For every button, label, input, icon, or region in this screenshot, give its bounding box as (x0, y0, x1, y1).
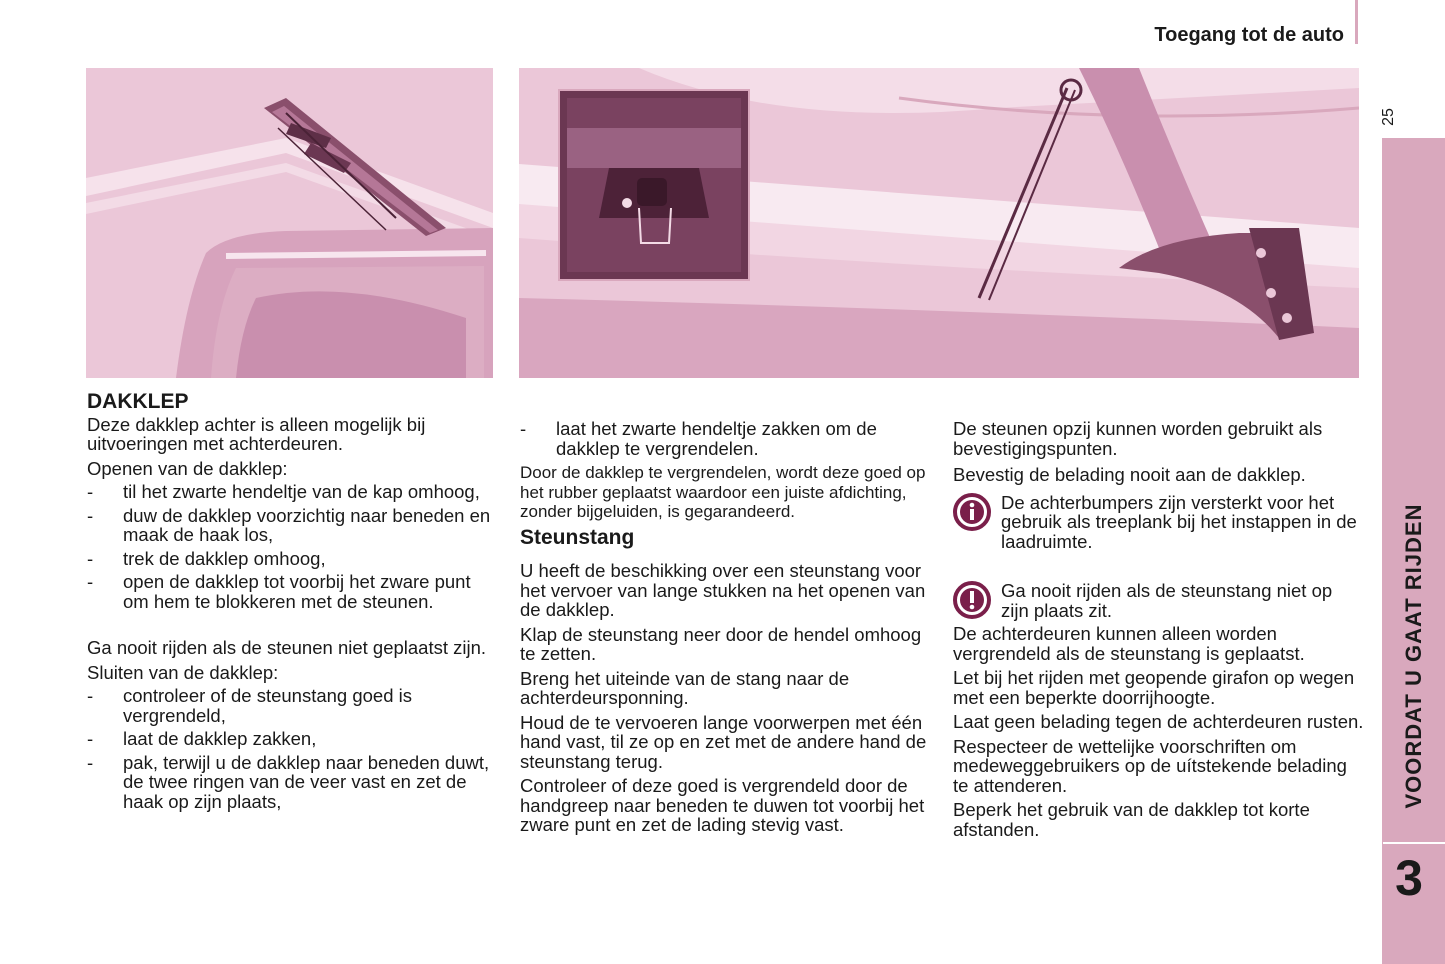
list-item: - pak, terwijl u de dakklep naar beneden duwt, de twee ringen van de veer vast en zet de haak op zijn plaats, (87, 753, 497, 812)
list-item: - laat de dakklep zakken, (87, 729, 497, 749)
chapter-divider (1383, 842, 1445, 844)
paragraph: U heeft de beschikking over een steunstang voor het vervoer van lange stukken na het openen van de dakklep. (520, 560, 926, 620)
closing-steps-continued (520, 419, 928, 458)
lock-text: Door de dakklep te vergrendelen, wordt deze goed op het rubber geplaatst waardoor een juiste afdichting, zonder bijgeluiden, is gegarandeerd. (520, 463, 926, 521)
column-1 (87, 392, 497, 816)
list-item: - laat het zwarte hendeltje zakken om de dakklep te vergrendelen. (520, 419, 928, 458)
list-item: - trek de dakklep omhoog, (87, 549, 497, 569)
paragraph: Controleer of deze goed is vergrendeld door de handgreep naar beneden te duwen tot voorbij het zware punt en zet de lading stevig vast. (520, 775, 925, 835)
paragraph: Laat geen belading tegen de achterdeuren rusten. (953, 711, 1364, 732)
warning-note (953, 581, 1365, 620)
roof-flap-illustration (86, 68, 493, 378)
list-item: - open de dakklep tot voorbij het zware punt om hem te blokkeren met de steunen. (87, 572, 497, 611)
heading-steunstang: Steunstang (520, 525, 635, 549)
list-item: - til het zwarte hendeltje van de kap omhoog, (87, 482, 497, 502)
warning-note-text: Ga nooit rijden als de steunstang niet op zijn plaats zit. (1001, 580, 1333, 621)
paragraph: Let bij het rijden met geopende girafon op wegen met een beperkte doorrijhoogte. (953, 667, 1355, 708)
paragraph: Houd de te vervoeren lange voorwerpen met één hand vast, til ze op en zet met de andere hand de steunstang terug. (520, 711, 927, 772)
closing-steps (87, 686, 497, 811)
chapter-number: 3 (1395, 850, 1423, 906)
info-note (953, 493, 1365, 552)
info-note-text: De achterbumpers zijn versterkt voor het gebruik als treeplank bij het instappen in de laadruimte. (1001, 491, 1357, 552)
column-3 (953, 419, 1365, 844)
info-icon (953, 493, 991, 531)
paragraph: De achterdeuren kunnen alleen worden vergrendeld als de steunstang is geplaatst. (953, 623, 1305, 664)
intro-text: Deze dakklep achter is alleen mogelijk bij uitvoeringen met achterdeuren. (87, 413, 426, 454)
list-item: - duw de dakklep voorzichtig naar beneden en maak de haak los, (87, 506, 497, 545)
warning-text: Ga nooit rijden als de steunen niet geplaatst zijn. (87, 637, 487, 658)
page-number: 25 (1380, 108, 1397, 126)
paragraph: Beperk het gebruik van de dakklep tot korte afstanden. (953, 799, 1310, 840)
chapter-label: VOORDAT U GAAT RIJDEN (1401, 503, 1426, 809)
list-item: - controleer of de steunstang goed is vergrendeld, (87, 686, 497, 725)
support-rod-illustration (519, 68, 1359, 378)
opening-steps (87, 482, 497, 611)
opening-title: Openen van de dakklep: (87, 457, 288, 479)
column-2 (520, 419, 928, 840)
section-title: Toegang tot de auto (1154, 24, 1344, 46)
warning-icon (953, 581, 991, 619)
heading-dakklep: DAKKLEP (87, 390, 189, 413)
paragraph: Breng het uiteinde van de stang naar de achterdeursponning. (520, 667, 850, 708)
paragraph: De steunen opzij kunnen worden gebruikt als bevestigingspunten. (953, 418, 1323, 459)
header-divider (1355, 0, 1358, 44)
closing-title: Sluiten van de dakklep: (87, 661, 279, 683)
paragraph: Klap de steunstang neer door de hendel omhoog te zetten. (520, 623, 922, 664)
paragraph: Bevestig de belading nooit aan de dakklep. (953, 464, 1306, 485)
paragraph: Respecteer de wettelijke voorschriften om medeweggebruikers op de uítstekende belading te attenderen. (953, 735, 1347, 796)
